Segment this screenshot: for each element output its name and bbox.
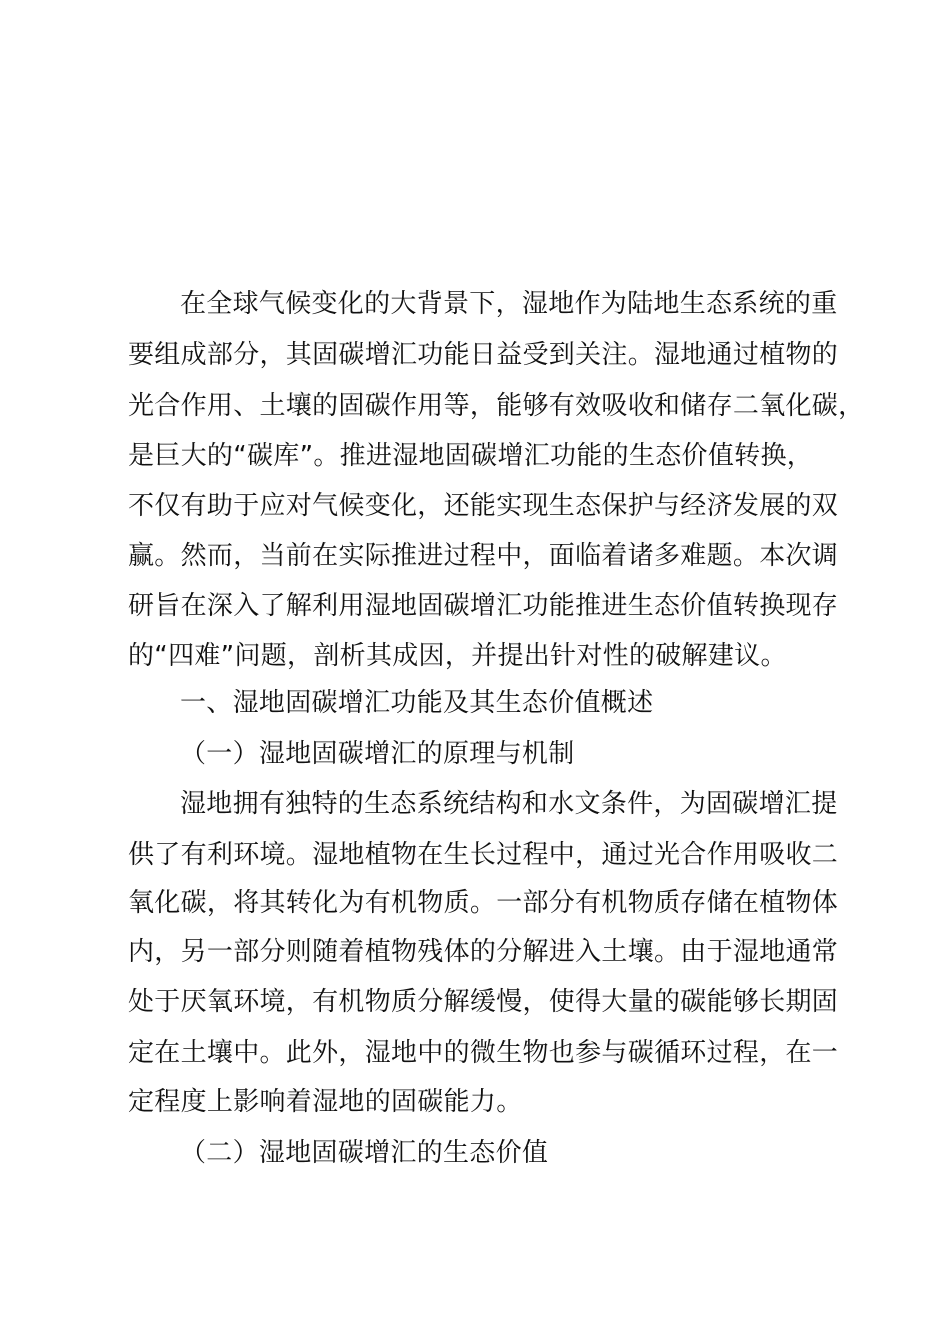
paragraph-1-line-1: 在全球气候变化的大背景下，湿地作为陆地生态系统的重 [180, 289, 838, 319]
paragraph-2-line-2: 供了有利环境。湿地植物在生长过程中，通过光合作用吸收二 [128, 840, 839, 870]
paragraph-1-line-3: 光合作用、土壤的固碳作用等，能够有效吸收和储存二氧化碳， [128, 391, 865, 421]
paragraph-2-line-3: 氧化碳，将其转化为有机物质。一部分有机物质存储在植物体 [128, 888, 839, 918]
paragraph-2-line-1: 湿地拥有独特的生态系统结构和水文条件，为固碳增汇提 [180, 789, 838, 819]
paragraph-1-line-7: 研旨在深入了解利用湿地固碳增汇功能推进生态价值转换现存 [128, 591, 839, 621]
paragraph-2-line-4: 内，另一部分则随着植物残体的分解进入土壤。由于湿地通常 [128, 937, 839, 967]
paragraph-2-line-5: 处于厌氧环境，有机物质分解缓慢，使得大量的碳能够长期固 [128, 987, 839, 1017]
subsection-heading-1: （一）湿地固碳增汇的原理与机制 [180, 739, 575, 769]
paragraph-1-line-8: 的“四难”问题，剖析其成因，并提出针对性的破解建议。 [128, 641, 787, 671]
paragraph-2-line-7: 定程度上影响着湿地的固碳能力。 [128, 1087, 523, 1117]
subsection-heading-2: （二）湿地固碳增汇的生态价值 [180, 1138, 549, 1168]
paragraph-1-line-4: 是巨大的“碳库”。推进湿地固碳增汇功能的生态价值转换， [128, 441, 814, 471]
paragraph-1-line-6: 赢。然而，当前在实际推进过程中，面临着诸多难题。本次调 [128, 541, 839, 571]
paragraph-2-line-6: 定在土壤中。此外，湿地中的微生物也参与碳循环过程，在一 [128, 1038, 839, 1068]
section-heading-1: 一、湿地固碳增汇功能及其生态价值概述 [180, 688, 654, 718]
paragraph-1-line-5: 不仅有助于应对气候变化，还能实现生态保护与经济发展的双 [128, 491, 839, 521]
paragraph-1-line-2: 要组成部分，其固碳增汇功能日益受到关注。湿地通过植物的 [128, 340, 839, 370]
